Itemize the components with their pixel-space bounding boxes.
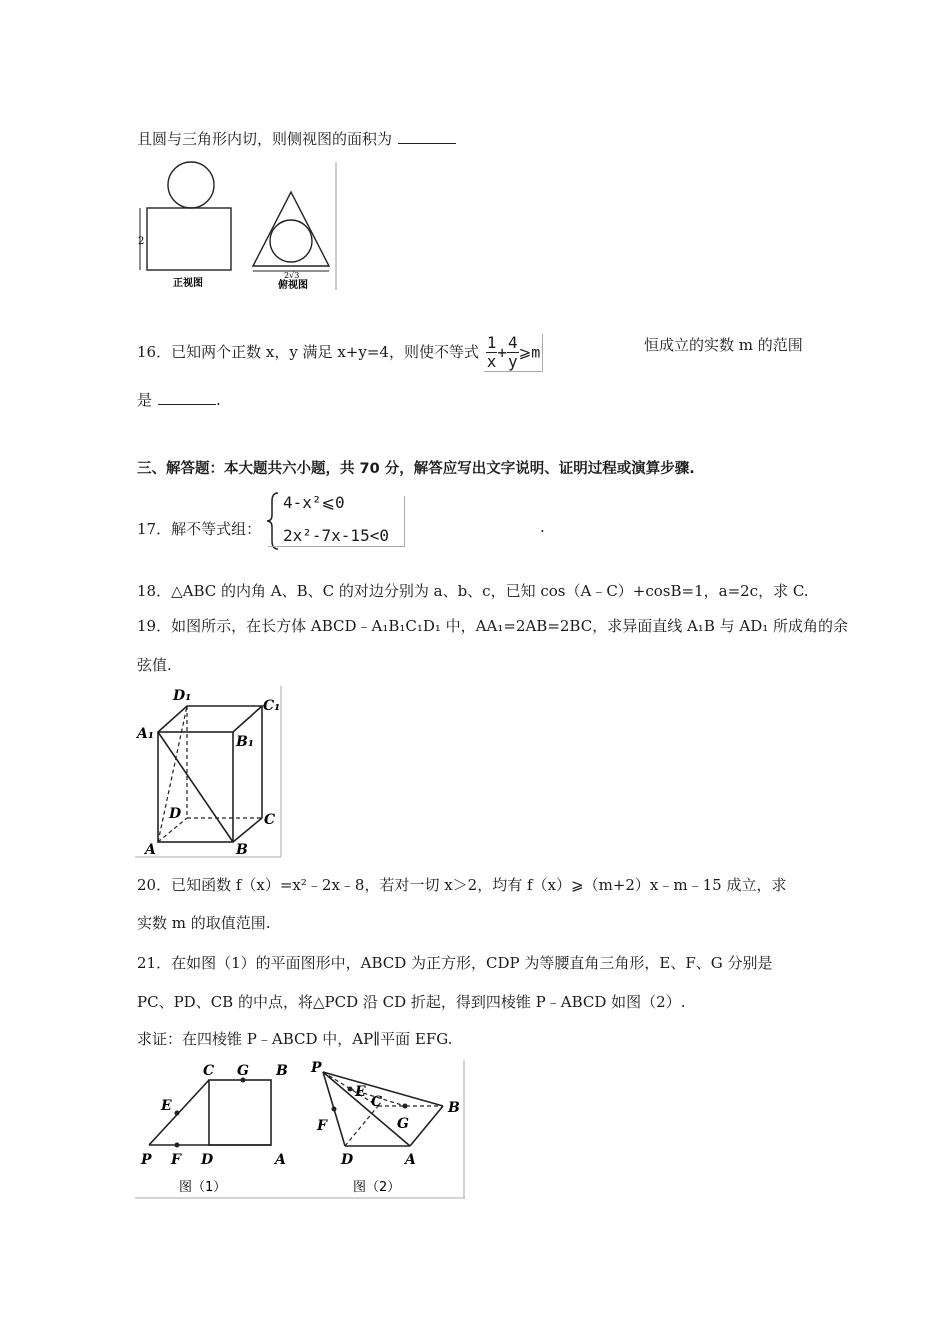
q15-text bbox=[137, 128, 456, 149]
q20-line1: 20．已知函数 f（x）=x²﹣2x﹣8，若对一切 x＞2，均有 f（x）⩾（m+2）x﹣m﹣15 成立，求 bbox=[137, 876, 787, 894]
fig21-1-label-d: D bbox=[201, 1152, 214, 1168]
fig15-side-circle bbox=[270, 220, 312, 262]
fig21-2-label-b: B bbox=[448, 1100, 460, 1116]
fig19-cuboid bbox=[135, 684, 283, 859]
fig21-2-label-d: D bbox=[341, 1152, 354, 1168]
fig15-side-label: 俯视图 bbox=[278, 280, 308, 291]
fig21-2-label-c: C bbox=[371, 1094, 383, 1110]
fig19-label-d: D bbox=[169, 806, 182, 822]
q17-label: 17．解不等式组： bbox=[137, 520, 262, 538]
fig19-label-c1: C₁ bbox=[263, 698, 281, 714]
section3-heading: 三、解答题：本大题共六小题，共 70 分，解答应写出文字说明、证明过程或演算步骤. bbox=[137, 461, 695, 477]
q16-answer-blank bbox=[158, 392, 216, 405]
fig15-three-views bbox=[135, 160, 340, 292]
fig19-label-a1: A₁ bbox=[137, 726, 154, 742]
fig21-2-label-f: F bbox=[317, 1118, 327, 1134]
fig15-front-rect bbox=[147, 208, 231, 270]
q17-ineq1: 4-x²⩽0 bbox=[283, 493, 345, 512]
fig21-caption-2: 图（2） bbox=[353, 1180, 401, 1195]
q17-brace bbox=[266, 491, 280, 551]
q16-line1 bbox=[137, 334, 543, 372]
fig15-front-label: 正视图 bbox=[173, 278, 203, 289]
q19-line2: 弦值. bbox=[137, 656, 172, 674]
fig21-point-f2 bbox=[332, 1107, 337, 1112]
q16-line2-text: 是 bbox=[137, 391, 153, 409]
fig21-2-label-g: G bbox=[397, 1116, 409, 1132]
q19-line1: 19．如图所示，在长方体 ABCD﹣A₁B₁C₁D₁ 中，AA₁=2AB=2BC，求异面直线 A₁B 与 AD₁ 所成角的余 bbox=[137, 617, 849, 635]
fig21-point-g2 bbox=[403, 1104, 408, 1109]
q16-prefix: 16．已知两个正数 x，y 满足 x+y=4，则使不等式 bbox=[137, 343, 479, 361]
fig21-point-e2 bbox=[348, 1087, 353, 1092]
q17-rightline bbox=[404, 496, 405, 546]
q16-fraction-1 bbox=[486, 334, 498, 371]
q21-line1: 21．在如图（1）的平面图形中，ABCD 为正方形，CDP 为等腰直角三角形，E、F、G 分别是 bbox=[137, 954, 773, 972]
fig21-point-e1 bbox=[175, 1111, 180, 1116]
fig21-1-label-b: B bbox=[276, 1063, 288, 1079]
fig21-1-label-e: E bbox=[161, 1098, 172, 1114]
fig21-point-f1 bbox=[175, 1143, 180, 1148]
q17-underline bbox=[268, 546, 405, 547]
fig21-figure-1 bbox=[140, 1063, 288, 1195]
fig19-label-c: C bbox=[264, 812, 276, 828]
q17-ineq2: 2x²-7x-15<0 bbox=[283, 526, 389, 545]
q15-answer-blank bbox=[398, 131, 456, 144]
q16-frac2-den: y bbox=[508, 352, 518, 371]
fig21-caption-1: 图（1） bbox=[179, 1180, 227, 1195]
q16-frac1-den: x bbox=[486, 352, 497, 371]
q20-line2: 实数 m 的取值范围. bbox=[137, 914, 271, 932]
fig21-2-label-e: E bbox=[355, 1084, 366, 1100]
fig21-1-label-p: P bbox=[141, 1152, 152, 1168]
q16-fraction-2 bbox=[507, 334, 519, 371]
fig15-front-circle bbox=[168, 162, 214, 208]
q21-line3: 求证：在四棱锥 P﹣ABCD 中，AP∥平面 EFG. bbox=[137, 1030, 453, 1048]
q16-rel: ⩾m bbox=[518, 343, 541, 362]
fig21-1-label-g: G bbox=[237, 1063, 249, 1079]
fig21-1-label-a: A bbox=[275, 1152, 286, 1168]
fig15-side-triangle bbox=[253, 192, 329, 266]
q16-plus: + bbox=[497, 343, 508, 362]
q16-frac2-num: 4 bbox=[508, 333, 518, 352]
q15-tail: 且圆与三角形内切，则侧视图的面积为 bbox=[137, 130, 393, 148]
q16-frac1-num: 1 bbox=[486, 333, 497, 352]
fig19-label-d1: D₁ bbox=[173, 688, 192, 704]
fig21-2-label-a: A bbox=[405, 1152, 416, 1168]
fig19-top-face bbox=[158, 706, 262, 732]
q16-line2: 是 . bbox=[137, 391, 221, 409]
fig19-label-b1: B₁ bbox=[236, 734, 254, 750]
fig21-2-label-p: P bbox=[311, 1060, 322, 1076]
fig15-height-label: 2 bbox=[138, 236, 145, 247]
q21-line2: PC、PD、CB 的中点，将△PCD 沿 CD 折起，得到四棱锥 P﹣ABCD 如图（2）. bbox=[137, 993, 686, 1011]
fig21-figures bbox=[135, 1058, 467, 1200]
q17-end: . bbox=[540, 518, 545, 536]
q16-suffix: 恒成立的实数 m 的范围 bbox=[644, 336, 803, 354]
fig19-label-b: B bbox=[236, 842, 248, 858]
fig15-base-label: 2√3 bbox=[284, 271, 300, 280]
fig21-figure-2 bbox=[310, 1060, 460, 1195]
fig19-label-a: A bbox=[145, 842, 156, 858]
fig21-1-label-c: C bbox=[203, 1063, 215, 1079]
q18-text: 18．△ABC 的内角 A、B、C 的对边分别为 a、b、c，已知 cos（A﹣C）+cosB=1，a=2c，求 C. bbox=[137, 582, 809, 600]
q16-inequality bbox=[484, 334, 544, 372]
fig21-1-label-f: F bbox=[171, 1152, 181, 1168]
